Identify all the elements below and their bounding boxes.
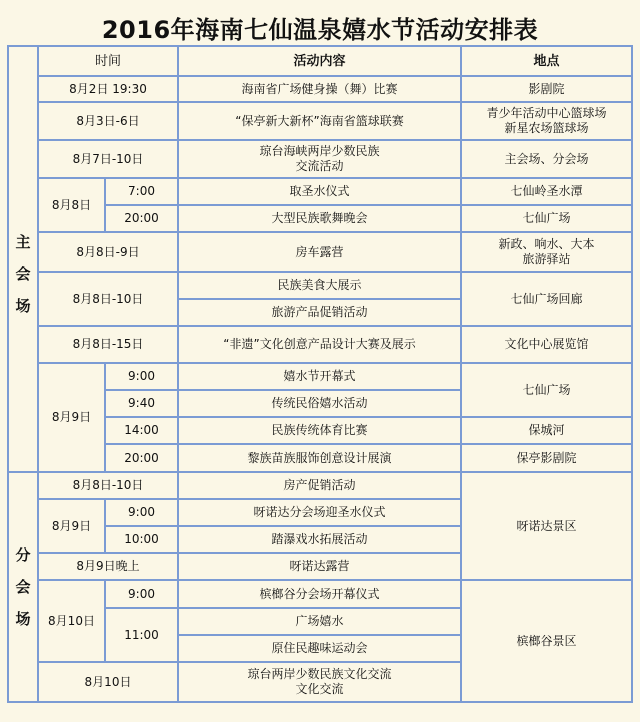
time-cell: 9:00	[105, 580, 178, 608]
place-cell: 主会场、分会场	[461, 140, 632, 178]
content-cell: 大型民族歌舞晚会	[178, 205, 461, 232]
date-cell: 8月8日-15日	[38, 326, 178, 363]
content-cell: 海南省广场健身操（舞）比赛	[178, 76, 461, 102]
content-cell: 民族美食大展示	[178, 272, 461, 299]
section-main-label: 主 会 场	[8, 76, 38, 472]
content-cell: 传统民俗嬉水活动	[178, 390, 461, 417]
section-sub-label: 分 会 场	[8, 472, 38, 702]
content-cell: 黎族苗族服饰创意设计展演	[178, 444, 461, 472]
time-cell: 20:00	[105, 205, 178, 232]
content-cell: 琼台两岸少数民族文化交流 文化交流	[178, 662, 461, 702]
content-cell: 广场嬉水	[178, 608, 461, 635]
content-cell: 嬉水节开幕式	[178, 363, 461, 390]
table-row	[8, 272, 632, 299]
date-cell: 8月8日-10日	[38, 472, 178, 499]
time-cell: 9:00	[105, 499, 178, 526]
content-cell: 踏瀑戏水拓展活动	[178, 526, 461, 553]
date-cell: 8月9日	[38, 499, 105, 553]
place-cell: 青少年活动中心篮球场 新星农场篮球场	[461, 102, 632, 140]
content-cell: 呀诺达分会场迎圣水仪式	[178, 499, 461, 526]
time-cell: 11:00	[105, 608, 178, 662]
place-cell: 七仙广场	[461, 205, 632, 232]
date-cell: 8月8日	[38, 178, 105, 232]
date-cell: 8月8日-9日	[38, 232, 178, 272]
place-cell: 保城河	[461, 417, 632, 444]
place-cell: 槟榔谷景区	[461, 580, 632, 702]
content-cell: 旅游产品促销活动	[178, 299, 461, 326]
time-cell: 7:00	[105, 178, 178, 205]
date-cell: 8月10日	[38, 580, 105, 662]
date-cell: 8月8日-10日	[38, 272, 178, 326]
place-cell: 呀诺达景区	[461, 472, 632, 580]
date-cell: 8月9日	[38, 363, 105, 472]
date-cell: 8月9日晚上	[38, 553, 178, 580]
content-cell: 取圣水仪式	[178, 178, 461, 205]
time-cell: 20:00	[105, 444, 178, 472]
content-cell: “非遗”文化创意产品设计大赛及展示	[178, 326, 461, 363]
table-row	[8, 363, 632, 390]
place-cell: 保亭影剧院	[461, 444, 632, 472]
content-cell: 琼台海峡两岸少数民族 交流活动	[178, 140, 461, 178]
date-cell: 8月7日-10日	[38, 140, 178, 178]
time-cell: 10:00	[105, 526, 178, 553]
content-cell: “保亭新大新杯”海南省篮球联赛	[178, 102, 461, 140]
place-cell: 七仙广场回廊	[461, 272, 632, 326]
content-cell: 原住民趣味运动会	[178, 635, 461, 662]
header-content: 活动内容	[178, 46, 461, 76]
place-cell: 七仙广场	[461, 363, 632, 417]
header-row	[8, 46, 632, 76]
date-cell: 8月3日-6日	[38, 102, 178, 140]
content-cell: 呀诺达露营	[178, 553, 461, 580]
time-cell: 14:00	[105, 417, 178, 444]
table-row	[8, 232, 632, 272]
time-cell: 9:00	[105, 363, 178, 390]
table-row	[8, 178, 632, 205]
content-cell: 房产促销活动	[178, 472, 461, 499]
place-cell: 影剧院	[461, 76, 632, 102]
header-time: 时间	[38, 46, 178, 76]
table-row	[8, 580, 632, 608]
content-cell: 房车露营	[178, 232, 461, 272]
time-cell: 9:40	[105, 390, 178, 417]
table-row	[8, 102, 632, 140]
date-cell: 8月2日 19:30	[38, 76, 178, 102]
place-cell: 七仙岭圣水潭	[461, 178, 632, 205]
place-cell: 新政、响水、大本 旅游驿站	[461, 232, 632, 272]
page-title: 2016年海南七仙温泉嬉水节活动安排表	[101, 16, 539, 44]
header-corner	[8, 46, 38, 76]
schedule-table	[7, 45, 633, 703]
table-row	[8, 76, 632, 102]
place-cell: 文化中心展览馆	[461, 326, 632, 363]
header-place: 地点	[461, 46, 632, 76]
content-cell: 民族传统体育比赛	[178, 417, 461, 444]
table-row	[8, 326, 632, 363]
table-row	[8, 472, 632, 499]
date-cell: 8月10日	[38, 662, 178, 702]
content-cell: 槟榔谷分会场开幕仪式	[178, 580, 461, 608]
table-row	[8, 140, 632, 178]
